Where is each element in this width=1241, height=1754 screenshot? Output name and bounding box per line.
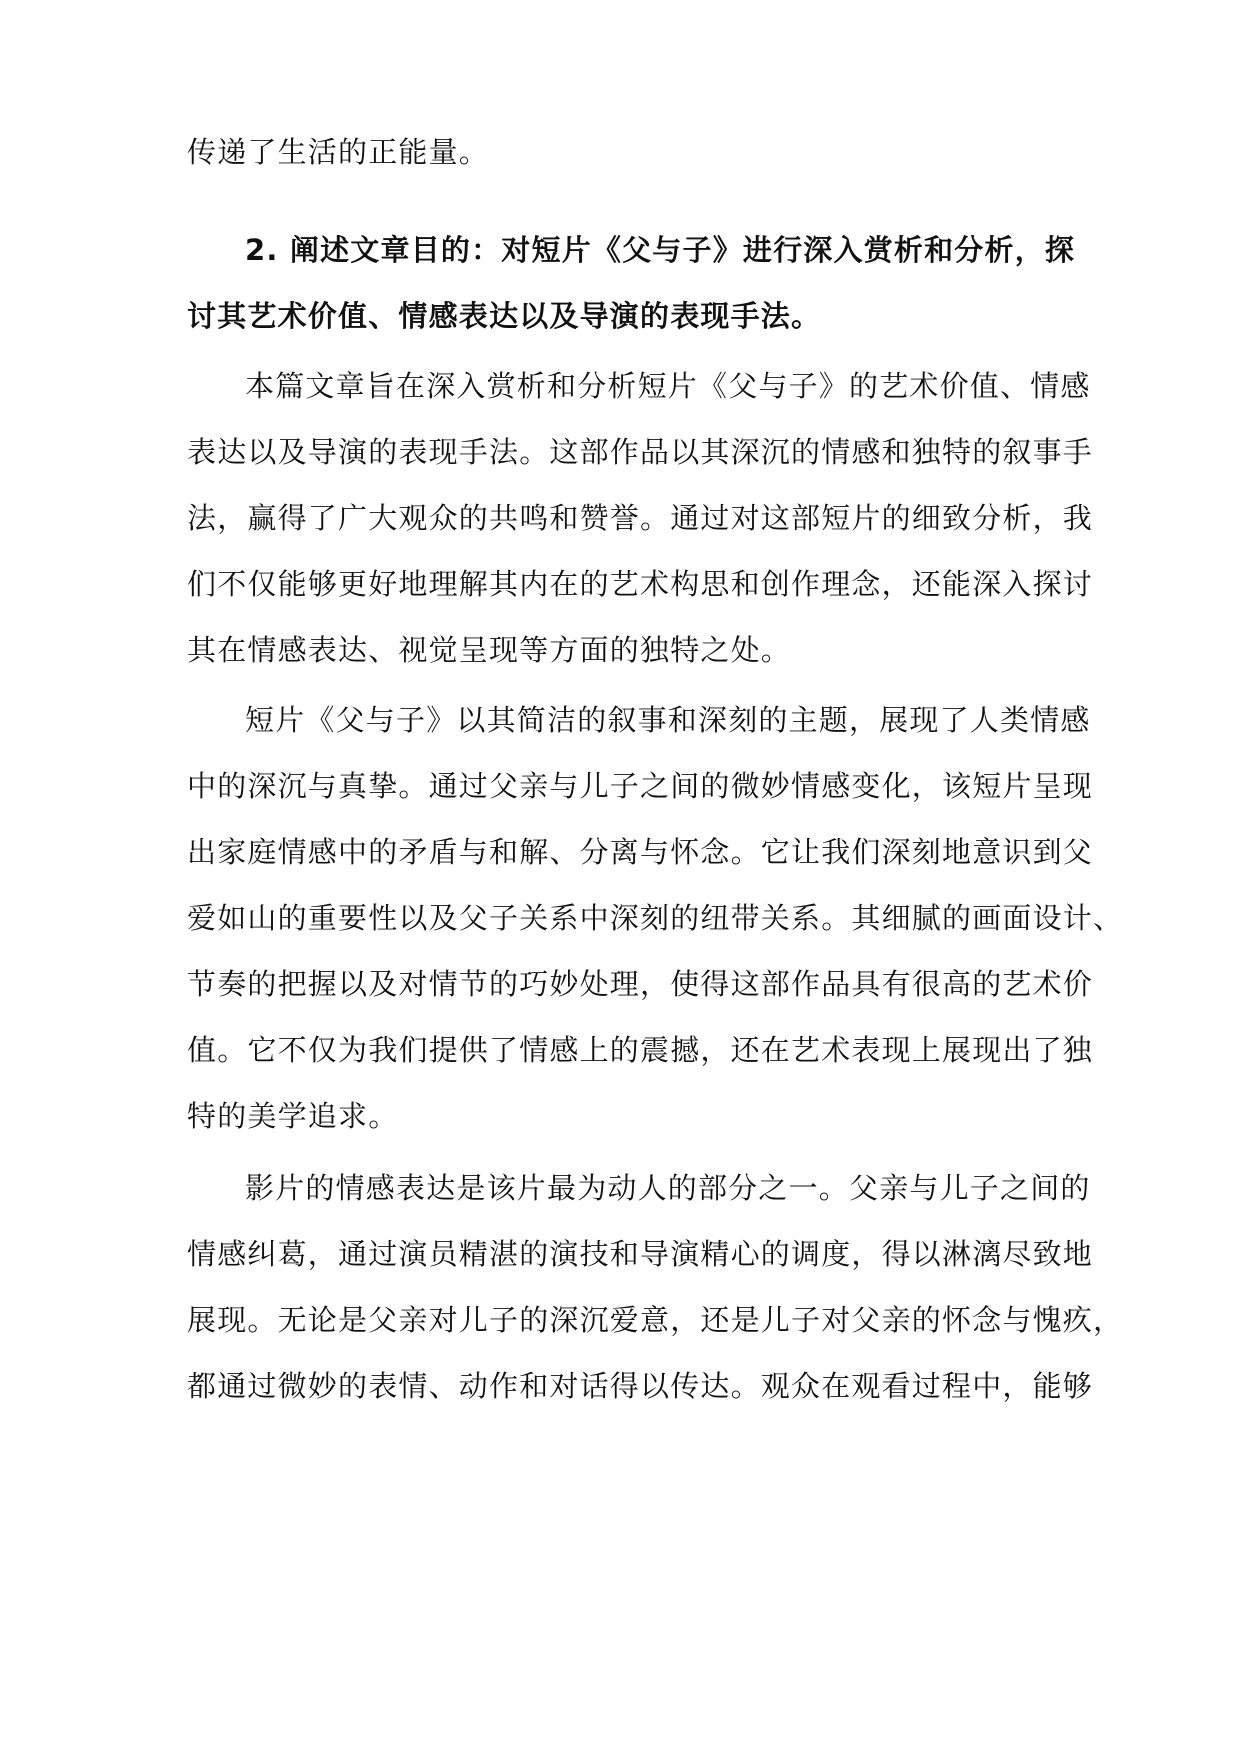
paragraph-line: 爱如山的重要性以及父子关系中深刻的纽带关系。其细腻的画面设计、 <box>187 901 1124 935</box>
section-heading-line: 讨其艺术价值、情感表达以及导演的表现手法。 <box>187 299 822 333</box>
paragraph-line: 中的深沉与真挚。通过父亲与儿子之间的微妙情感变化，该短片呈现 <box>187 769 1094 803</box>
paragraph-line: 其在情感表达、视觉呈现等方面的独特之处。 <box>187 633 792 667</box>
paragraph-line: 影片的情感表达是该片最为动人的部分之一。父亲与儿子之间的 <box>245 1171 1091 1205</box>
paragraph-line: 本篇文章旨在深入赏析和分析短片《父与子》的艺术价值、情感 <box>245 369 1091 403</box>
paragraph-line: 传递了生活的正能量。 <box>187 135 490 169</box>
paragraph-line: 情感纠葛，通过演员精湛的演技和导演精心的调度，得以淋漓尽致地 <box>187 1237 1094 1271</box>
paragraph-line: 都通过微妙的表情、动作和对话得以传达。观众在观看过程中，能够 <box>187 1369 1094 1403</box>
paragraph-line: 出家庭情感中的矛盾与和解、分离与怀念。它让我们深刻地意识到父 <box>187 835 1094 869</box>
paragraph-line: 值。它不仅为我们提供了情感上的震撼，还在艺术表现上展现出了独 <box>187 1033 1094 1067</box>
paragraph-line: 特的美学追求。 <box>187 1099 399 1133</box>
paragraph-line: 节奏的把握以及对情节的巧妙处理，使得这部作品具有很高的艺术价 <box>187 967 1094 1001</box>
paragraph-line: 法，赢得了广大观众的共鸣和赞誉。通过对这部短片的细致分析，我 <box>187 501 1094 535</box>
paragraph-line: 们不仅能够更好地理解其内在的艺术构思和创作理念，还能深入探讨 <box>187 567 1094 601</box>
paragraph-line: 表达以及导演的表现手法。这部作品以其深沉的情感和独特的叙事手 <box>187 435 1094 469</box>
paragraph-line: 展现。无论是父亲对儿子的深沉爱意，还是儿子对父亲的怀念与愧疚， <box>187 1303 1124 1337</box>
section-heading-line: 2. 阐述文章目的：对短片《父与子》进行深入赏析和分析，探 <box>245 233 1076 267</box>
paragraph-line: 短片《父与子》以其简洁的叙事和深刻的主题，展现了人类情感 <box>245 703 1091 737</box>
